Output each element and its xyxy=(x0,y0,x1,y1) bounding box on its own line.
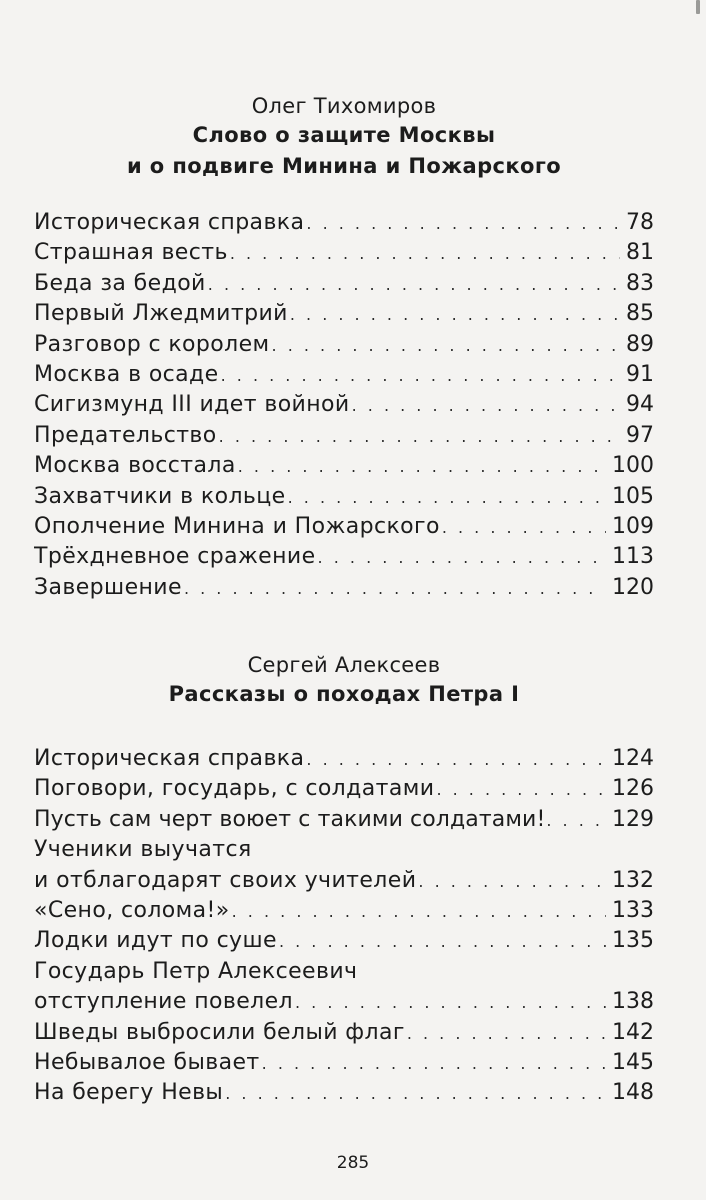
toc-entry-page: 105 xyxy=(612,483,654,509)
toc-entry-title-line1: Ученики выучатся xyxy=(34,837,252,863)
toc-entry xyxy=(34,744,654,774)
dot-leader xyxy=(230,239,620,268)
dot-leader xyxy=(279,927,606,956)
toc-entry-first-line xyxy=(34,835,654,865)
toc-entry-title: Шведы выбросили белый флаг xyxy=(34,1019,405,1045)
toc-entry-page: 89 xyxy=(626,331,654,357)
toc-entry-page: 124 xyxy=(612,746,654,771)
toc-entry-title: Предательство xyxy=(34,422,217,448)
toc-entry-page: 81 xyxy=(626,240,654,266)
toc-entry-title: и отблагодарят своих учителей xyxy=(34,867,417,893)
toc-entry-page: 78 xyxy=(626,210,654,235)
toc-entry xyxy=(34,542,654,572)
toc-entry-page: 126 xyxy=(612,776,654,802)
toc-entry xyxy=(34,987,654,1017)
toc-entry-title: Захватчики в кольце xyxy=(34,483,286,509)
toc-entry-title: Пусть сам черт воюет с такими солдатами! xyxy=(34,806,546,832)
dot-leader xyxy=(436,775,606,804)
toc-entry-title: Москва в осаде xyxy=(34,361,219,387)
toc-entry-title: Историческая справка xyxy=(34,210,305,235)
toc-entry xyxy=(34,299,654,329)
dot-leader xyxy=(262,1049,606,1078)
toc-entry xyxy=(34,330,654,360)
toc-entry-page: 138 xyxy=(612,989,654,1015)
dot-leader xyxy=(318,543,606,572)
dot-leader xyxy=(306,209,620,238)
toc-list xyxy=(34,208,654,603)
toc-entry-title: Завершение xyxy=(34,574,182,600)
toc-entry-title: Историческая справка xyxy=(34,746,305,771)
toc-entry-title: Небывалое бывает xyxy=(34,1049,260,1075)
toc-entry-page: 142 xyxy=(612,1019,654,1045)
dot-leader xyxy=(219,422,620,451)
toc-entry-title-line1: Государь Петр Алексеевич xyxy=(34,958,358,984)
toc-entry-title: Первый Лжедмитрий xyxy=(34,301,288,327)
toc-entry-title: Ополчение Минина и Пожарского xyxy=(34,513,440,539)
toc-entry xyxy=(34,451,654,481)
dot-leader xyxy=(352,391,620,420)
toc-entry xyxy=(34,208,654,238)
dot-leader xyxy=(306,745,606,774)
toc-entry-title: Страшная весть xyxy=(34,240,228,266)
dot-leader xyxy=(184,574,606,603)
toc-entry-page: 100 xyxy=(612,453,654,479)
toc-section-tikhomirov xyxy=(34,92,654,603)
toc-entry-page: 94 xyxy=(626,392,654,418)
toc-entry-page: 109 xyxy=(612,513,654,539)
toc-entry xyxy=(34,512,654,542)
toc-entry-title: «Сено, солома!» xyxy=(34,897,230,923)
toc-entry-page: 113 xyxy=(612,544,654,570)
toc-entry-title: Разговор с королем xyxy=(34,331,270,357)
toc-entry-page: 85 xyxy=(626,301,654,327)
dot-leader xyxy=(290,300,620,329)
dot-leader xyxy=(238,452,606,481)
section-title-line: Рассказы о походах Петра I xyxy=(168,682,520,706)
toc-entry xyxy=(34,926,654,956)
dot-leader xyxy=(295,988,606,1017)
toc-entry xyxy=(34,238,654,268)
toc-entry-page: 91 xyxy=(626,361,654,387)
dot-leader xyxy=(288,483,606,512)
toc-entry-page: 148 xyxy=(612,1080,654,1106)
dot-leader xyxy=(232,897,606,926)
toc-entry-title: Трёхдневное сражение xyxy=(34,544,316,570)
toc-entry-title: Москва восстала xyxy=(34,453,236,479)
toc-entry-page: 120 xyxy=(612,574,654,600)
dot-leader xyxy=(407,1019,606,1048)
dot-leader xyxy=(225,1079,606,1108)
dot-leader xyxy=(442,513,606,542)
toc-entry xyxy=(34,269,654,299)
dot-leader xyxy=(546,806,608,835)
toc-entry-page: 135 xyxy=(612,928,654,954)
toc-entry xyxy=(34,774,654,804)
toc-entry xyxy=(34,1018,654,1048)
toc-entry-first-line xyxy=(34,957,654,987)
dot-leader xyxy=(272,331,620,360)
toc-entry xyxy=(34,390,654,420)
toc-entry xyxy=(34,421,654,451)
toc-entry xyxy=(34,1048,654,1078)
dot-leader xyxy=(418,867,606,896)
toc-entry-title: Беда за бедой xyxy=(34,270,206,296)
toc-entry-title: отступление повелел xyxy=(34,989,293,1015)
dot-leader xyxy=(208,270,620,299)
section-title-line: и о подвиге Минина и Пожарского xyxy=(126,154,562,178)
toc-entry xyxy=(34,896,654,926)
toc-entry xyxy=(34,482,654,512)
section-author: Сергей Алексеев xyxy=(247,653,441,677)
toc-entry xyxy=(34,573,654,603)
toc-section-alekseev xyxy=(34,651,654,1109)
toc-list xyxy=(34,744,654,1109)
section-author: Олег Тихомиров xyxy=(251,94,437,118)
toc-entry-page: 83 xyxy=(626,270,654,296)
toc-entry-page: 97 xyxy=(626,422,654,448)
toc-entry xyxy=(34,866,654,896)
section-title-line: Слово о защите Москвы xyxy=(192,123,496,147)
page-number: 285 xyxy=(336,1153,370,1173)
toc-entry-title: На берегу Невы xyxy=(34,1080,224,1106)
toc-entry-title: Лодки идут по суше xyxy=(34,928,277,954)
toc-entry xyxy=(34,360,654,390)
toc-entry xyxy=(34,805,654,835)
page-edge-mark xyxy=(696,0,700,14)
toc-entry-page: 129 xyxy=(612,806,654,832)
toc-entry-page: 145 xyxy=(612,1049,654,1075)
toc-entry-page: 132 xyxy=(612,867,654,893)
toc-entry-title: Сигизмунд III идет войной xyxy=(34,392,350,418)
toc-entry-page: 133 xyxy=(612,897,654,923)
toc-entry-title: Поговори, государь, с солдатами xyxy=(34,776,435,802)
dot-leader xyxy=(221,361,620,390)
toc-entry xyxy=(34,1078,654,1108)
